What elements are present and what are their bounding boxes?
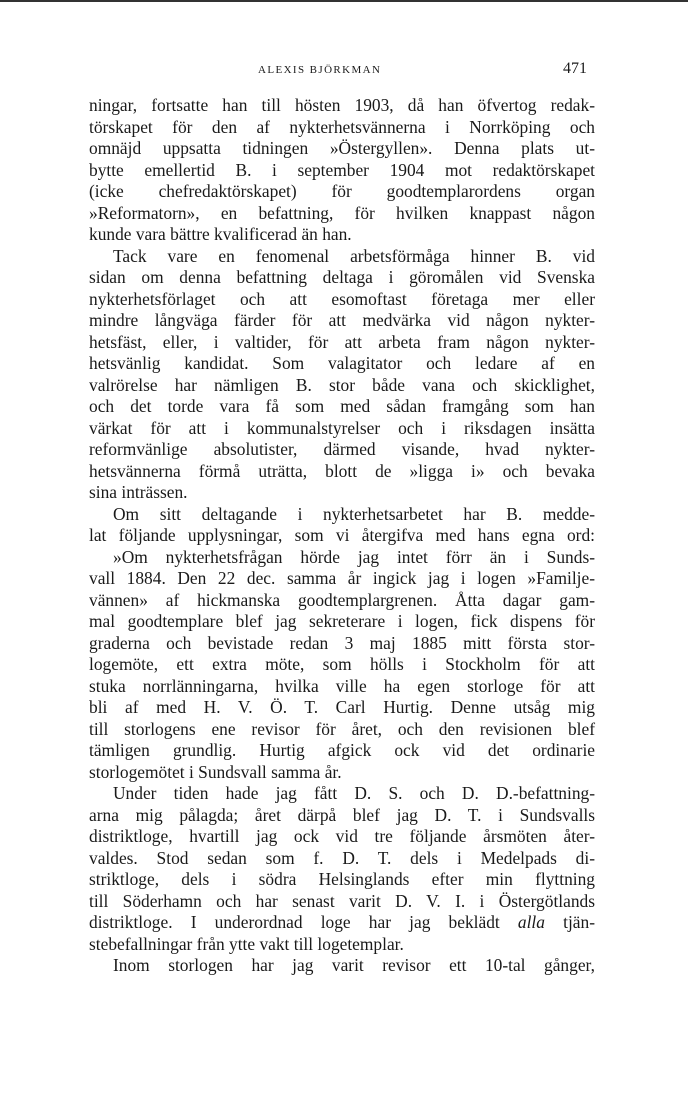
text-line: stuka norrlänningarna, hvilka ville ha egen storloge för att: [89, 675, 595, 696]
text-line: Om sitt deltagande i nykterhetsarbetet har B. medde-: [113, 503, 595, 524]
text-line: bytte emellertid B. i september 1904 mot redaktörskapet: [89, 159, 595, 180]
text-line: Under tiden hade jag fått D. S. och D. D.-befattning-: [113, 783, 595, 803]
text-line: graderna och bevistade redan 3 maj 1885 mitt första stor-: [89, 632, 595, 653]
text-line: valrörelse har nämligen B. stor både vana och skicklighet,: [89, 374, 595, 395]
text-line: vall 1884. Den 22 dec. samma år ingick jag i logen »Familje-: [89, 568, 595, 588]
text-line: arna mig pålagda; året därpå blef jag D. T. i Sundsvalls: [89, 804, 595, 825]
text-line: tämligen grundlig. Hurtig afgick ock vid det ordinarie: [89, 740, 595, 760]
body-text: [89, 95, 595, 977]
text-line: bli af med H. V. Ö. T. Carl Hurtig. Denne utsåg mig: [89, 697, 595, 717]
text-line: ningar, fortsatte han till hösten 1903, då han öfvertog redak-: [89, 95, 595, 115]
text-line: lat följande upplysningar, som vi återgifva med hans egna ord:: [89, 525, 595, 545]
text-line: valdes. Stod sedan som f. D. T. dels i Medelpads di-: [89, 847, 595, 868]
text-line: till storlogens ene revisor för året, och den revisionen blef: [89, 718, 595, 739]
text-line: hetsfäst, eller, i valtider, för att arbeta fram någon nykter-: [89, 331, 595, 352]
text-line: hetsvänlig kandidat. Som valagitator och ledare af en: [89, 353, 595, 373]
text-line: till Söderhamn och har senast varit D. V. I. i Östergötlands: [89, 890, 595, 911]
text-line: storlogemötet i Sundsvall samma år.: [89, 761, 342, 782]
text-line: (icke chefredaktörskapet) för goodtemplarordens organ: [89, 181, 595, 201]
text-line: striktloge, dels i södra Helsinglands efter min flyttning: [89, 869, 595, 889]
text-line: mal goodtemplare blef jag sekreterare i logen, fick dispens för: [89, 611, 595, 631]
text-line: Tack vare en fenomenal arbetsförmåga hinner B. vid: [113, 245, 595, 266]
text-line: kunde vara bättre kvalificerad än han.: [89, 224, 352, 244]
text-line: sidan om denna befattning deltaga i göromålen vid Svenska: [89, 267, 595, 287]
text-line: omnäjd uppsatta tidningen »Östergyllen». Denna plats ut-: [89, 138, 595, 158]
text-line: och det torde vara få som med sådan framgång som han: [89, 396, 595, 416]
page-header: [0, 60, 688, 84]
text-line: nykterhetsförlaget och att esomoftast företaga mer eller: [89, 288, 595, 309]
text-line: logemöte, ett extra möte, som hölls i Stockholm för att: [89, 654, 595, 674]
italic-word: alla: [517, 912, 545, 932]
text-line: »Om nykterhetsfrågan hörde jag intet förr än i Sunds-: [113, 546, 595, 567]
text-line: distriktloge. I underordnad loge har jag beklädt alla tjän-: [89, 912, 595, 932]
page-top-rule: [0, 0, 688, 2]
text-line: vännen» af hickmanska goodtemplargrenen. Åtta dagar gam-: [89, 589, 595, 610]
text-line: värkat för att i kommunalstyrelser och i riksdagen insätta: [89, 417, 595, 438]
running-head: ALEXIS BJÖRKMAN: [258, 64, 382, 76]
text-line: Inom storlogen har jag varit revisor ett 10-tal gånger,: [113, 955, 595, 975]
page-number: 471: [563, 60, 587, 77]
text-line: »Reformatorn», en befattning, för hvilken knappast någon: [89, 202, 595, 223]
text-line: sina inträssen.: [89, 482, 188, 502]
text-line: stebefallningar från ytte vakt till logetemplar.: [89, 933, 404, 954]
text-line: mindre långväga färder för att medvärka vid någon nykter-: [89, 310, 595, 330]
text-line: törskapet för den af nykterhetsvännerna i Norrköping och: [89, 116, 595, 137]
text-line: hetsvännerna förmå uträtta, blott de »ligga i» och bevaka: [89, 460, 595, 481]
text-line: distriktloge, hvartill jag ock vid tre följande årsmöten åter-: [89, 826, 595, 846]
text-line: reformvänlige absolutister, därmed visande, hvad nykter-: [89, 439, 595, 459]
